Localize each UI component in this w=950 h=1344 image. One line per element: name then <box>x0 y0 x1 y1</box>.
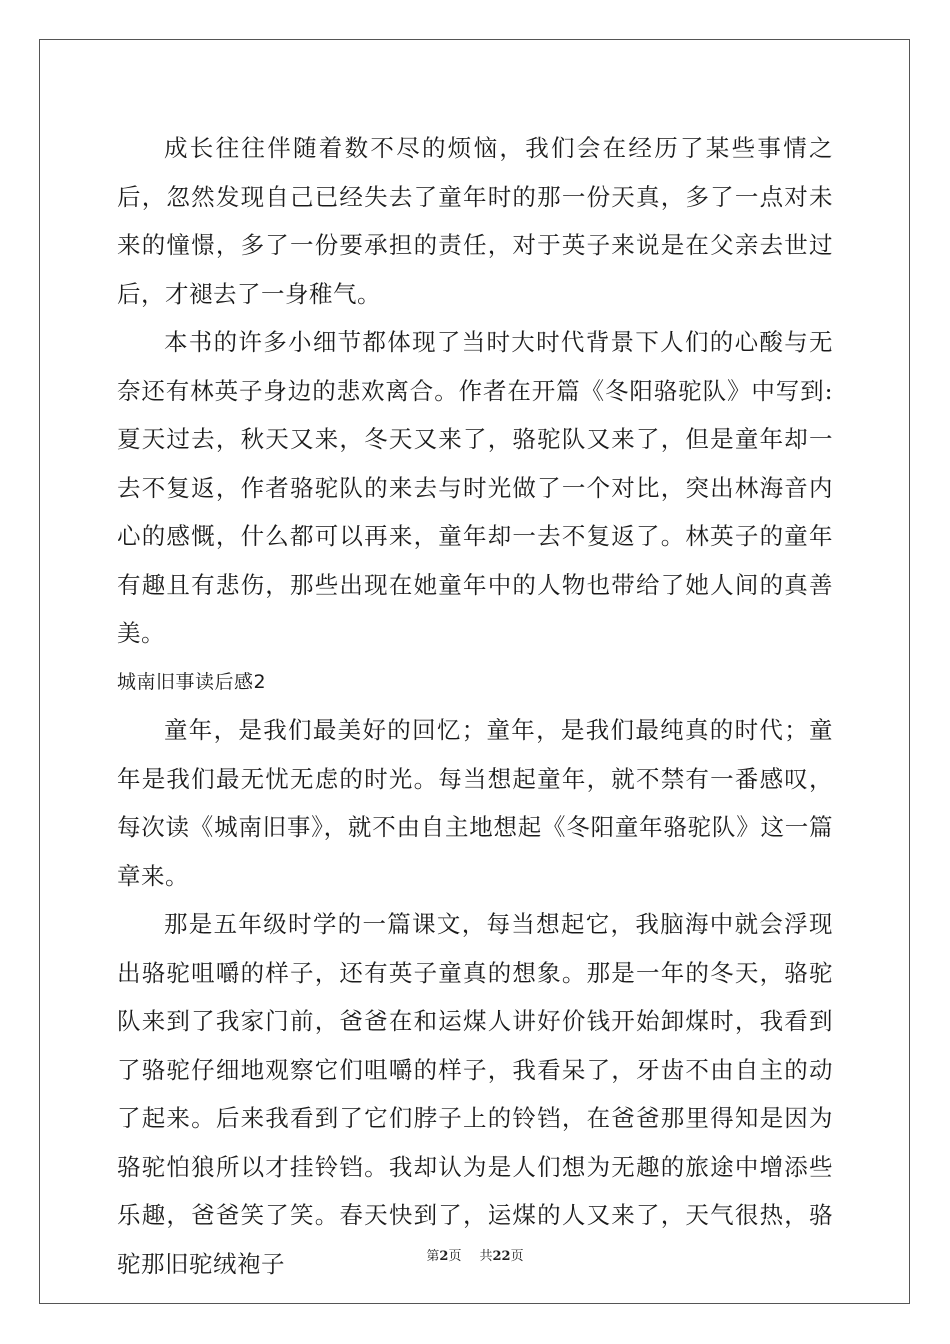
page-current: 2 <box>439 1249 449 1264</box>
paragraph-2: 本书的许多小细节都体现了当时大时代背景下人们的心酸与无奈还有林英子身边的悲欢离合。作者在开篇《冬阳骆驼队》中写到:夏天过去，秋天又来，冬天又来了，骆驼队又来了，但是童年却一去不复返，作者骆驼队的来去与时光做了一个对比，突出林海音内心的感慨，什么都可以再来，童年却一去不复返了。林英子的童年有趣且有悲伤，那些出现在她童年中的人物也带给了她人间的真善美。 <box>117 328 833 647</box>
total-suffix: 页 <box>510 1249 524 1264</box>
total-pages: 22 <box>492 1249 511 1264</box>
total-prefix: 共 <box>479 1249 493 1264</box>
document-body <box>117 124 833 1288</box>
paragraph-3: 童年，是我们最美好的回忆；童年，是我们最纯真的时代；童年是我们最无忧无虑的时光。每当想起童年，就不禁有一番感叹，每次读《城南旧事》，就不由自主地想起《冬阳童年骆驼队》这一篇章来。 <box>117 716 833 890</box>
paragraph-1: 成长往往伴随着数不尽的烦恼，我们会在经历了某些事情之后，忽然发现自己已经失去了童年时的那一份天真，多了一点对未来的憧憬，多了一份要承担的责任，对于英子来说是在父亲去世过后，才褪去了一身稚气。 <box>117 134 833 308</box>
section-heading: 城南旧事读后感2 <box>117 670 267 693</box>
paragraph-4: 那是五年级时学的一篇课文，每当想起它，我脑海中就会浮现出骆驼咀嚼的样子，还有英子童真的想象。那是一年的冬天，骆驼队来到了我家门前，爸爸在和运煤人讲好价钱开始卸煤时，我看到了骆驼仔细地观察它们咀嚼的样子，我看呆了，牙齿不由自主的动了起来。后来我看到了它们脖子上的铃铛，在爸爸那里得知是因为骆驼怕狼所以才挂铃铛。我却认为是人们想为无趣的旅途中增添些乐趣，爸爸笑了笑。春天快到了，运煤的人又来了，天气很热，骆驼那旧驼绒袍子 <box>117 910 833 1278</box>
page-footer <box>0 1245 950 1264</box>
page-prefix: 第 <box>426 1249 440 1264</box>
page-suffix: 页 <box>448 1249 462 1264</box>
